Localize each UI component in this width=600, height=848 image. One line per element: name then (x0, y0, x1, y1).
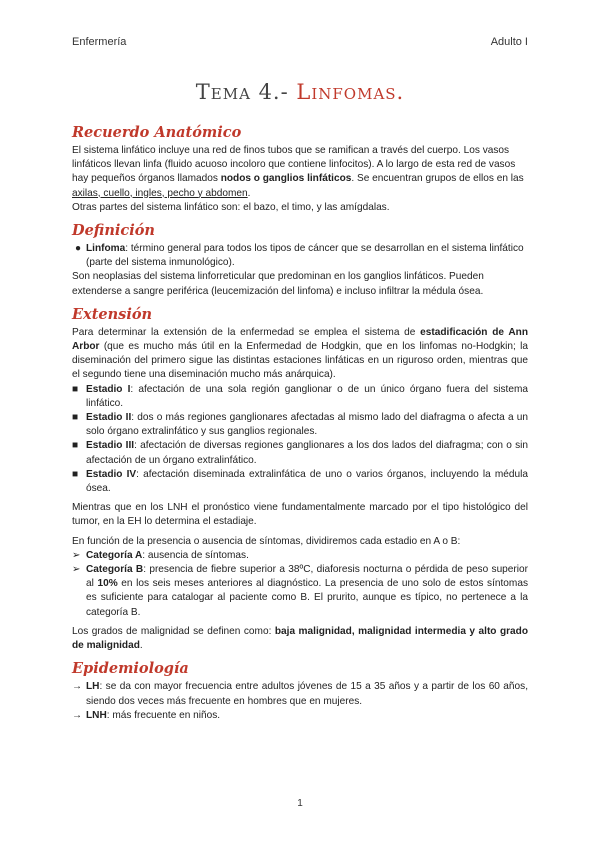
bold-term: Estadio I (86, 383, 131, 395)
square-bullet-icon: ■ (72, 383, 79, 395)
bold-text: baja malignidad, malignidad intermedia y alto grado de malignidad (72, 625, 529, 652)
paragraph-neoplasias: Son neoplasias del sistema linforreticular que predominan en los ganglios linfáticos. Pueden extenderse a sangre periférica (leucemización del linfoma) e incluso infiltrar la médula ósea. (72, 271, 484, 297)
text-run: . Se encuentran grupos de ellos en las (351, 173, 524, 185)
paragraph-lymphatic-system (72, 144, 528, 201)
text-run: : dos o más regiones ganglionares afectadas al mismo lado del diafragma o afecta a un solo órgano extralinfático y sus ganglios regionales. (86, 412, 528, 438)
arrow-bullet-icon: ➢ (72, 549, 81, 561)
underlined-text: axilas, cuello, ingles, pecho y abdomen (72, 187, 248, 199)
bold-term: Estadio II (86, 412, 132, 424)
paragraph-other-parts: Otras partes del sistema linfático son: el bazo, el timo, y las amígdalas. (72, 201, 390, 213)
list-item-stage-3 (72, 439, 528, 467)
bold-term: Categoría A (86, 549, 143, 561)
bold-text: nodos o ganglios linfáticos (220, 173, 352, 185)
text-run: Los grados de malignidad se definen como: (72, 625, 275, 637)
list-item-lnh (72, 709, 528, 723)
arrow-right-icon: → (72, 709, 83, 721)
square-bullet-icon: ■ (72, 440, 79, 452)
header-subject: Enfermería (72, 36, 127, 48)
heading-recuerdo-anatomico: Recuerdo Anatómico (72, 124, 242, 141)
arrow-bullet-icon: ➢ (72, 564, 81, 576)
list-item-stage-4 (72, 468, 528, 496)
title-topic: Linfomas. (296, 80, 405, 104)
list-item-stage-2 (72, 411, 528, 439)
paragraph-malignancy-grades (72, 625, 528, 653)
text-run: . (247, 187, 251, 199)
paragraph-prognosis: Mientras que en los LNH el pronóstico viene fundamentalmente marcado por el tipo histológico del tumor, en la EH lo determina el estadiaje. (72, 502, 528, 528)
arrow-right-icon: → (72, 681, 83, 693)
heading-epidemiologia: Epidemiología (72, 660, 189, 678)
square-bullet-icon: ■ (72, 468, 79, 480)
title-prefix: Tema 4.- (195, 80, 297, 104)
text-run: en los seis meses anteriores al diagnóstico. La presencia de uno solo de estos síntomas es suficiente para catalogar al paciente como B. El prurito, aunque es típico, no pertenece a la categoría B. (86, 578, 528, 618)
text-run: : más frecuente en niños. (106, 709, 221, 721)
heading-definicion: Definición (72, 222, 155, 240)
bold-term: LNH (86, 709, 107, 721)
bold-term: LH (86, 681, 100, 693)
text-run: El sistema linfático incluye una red de finos tubos que se ramifican a través del cuerpo. Los vasos linfáticos llevan linfa (fluido acuoso incoloro que contiene linfocitos). A lo largo de esta red de vasos hay pequeños órganos llamados (72, 145, 516, 185)
text-run: (que es mucho más útil en la Enfermedad de Hodgkin, que en los linfomas no-Hodgkin; la diseminación del primero sigue las distintas estaciones linfáticas en un riguroso orden, mientras que el segundo tiene una diseminación mucho más anárquica). (72, 341, 528, 381)
text-run: : afectación diseminada extralinfática de uno o varios órganos, incluyendo la médula ósea. (86, 468, 528, 495)
document-body (72, 122, 528, 723)
text-run: : afectación de una sola región ganglionar o de un único órgano fuera del sistema linfático. (86, 383, 528, 409)
bold-term: Categoría B (86, 564, 144, 576)
heading-extension: Extensión (72, 305, 153, 323)
list-item-stage-1 (72, 383, 528, 411)
list-item-category-b (72, 563, 528, 620)
text-run: : ausencia de síntomas. (142, 549, 249, 561)
text-run: : se da con mayor frecuencia entre adultos jóvenes de 15 a 35 años y a partir de los 60 años, siendo dos veces más frecuente en hombres que en mujeres. (86, 681, 528, 707)
bullet-icon: ● (75, 243, 82, 255)
text-run: Para determinar la extensión de la enfermedad se emplea el sistema de (72, 326, 421, 338)
square-bullet-icon: ■ (72, 412, 79, 424)
bold-term: Estadio IV (86, 468, 137, 480)
text-run: . (139, 640, 143, 652)
bold-term: Linfoma (86, 243, 126, 255)
bold-text: 10% (97, 578, 118, 590)
list-item-lh (72, 680, 528, 708)
text-run: : afectación de diversas regiones ganglionares a los dos lados del diafragma; con o sin afectación de un órgano extralinfático. (86, 440, 528, 466)
header-course: Adulto I (490, 36, 528, 48)
bold-term: Estadio III (86, 440, 135, 452)
text-run: : presencia de fiebre superior a 38ºC, diaforesis nocturna o pérdida de peso superior al (86, 564, 528, 590)
text-run: : término general para todos los tipos de cáncer que se desarrollan en el sistema linfático (parte del sistema inmunológico). (86, 243, 524, 269)
page-number: 1 (297, 798, 303, 809)
bold-text: estadificación de Ann Arbor (72, 326, 528, 353)
list-item-category-a (72, 549, 528, 563)
page-title (0, 80, 600, 104)
list-item (72, 242, 528, 270)
paragraph-symptoms-intro: En función de la presencia o ausencia de síntomas, dividiremos cada estadio en A o B: (72, 535, 461, 547)
paragraph-ann-arbor (72, 326, 528, 383)
